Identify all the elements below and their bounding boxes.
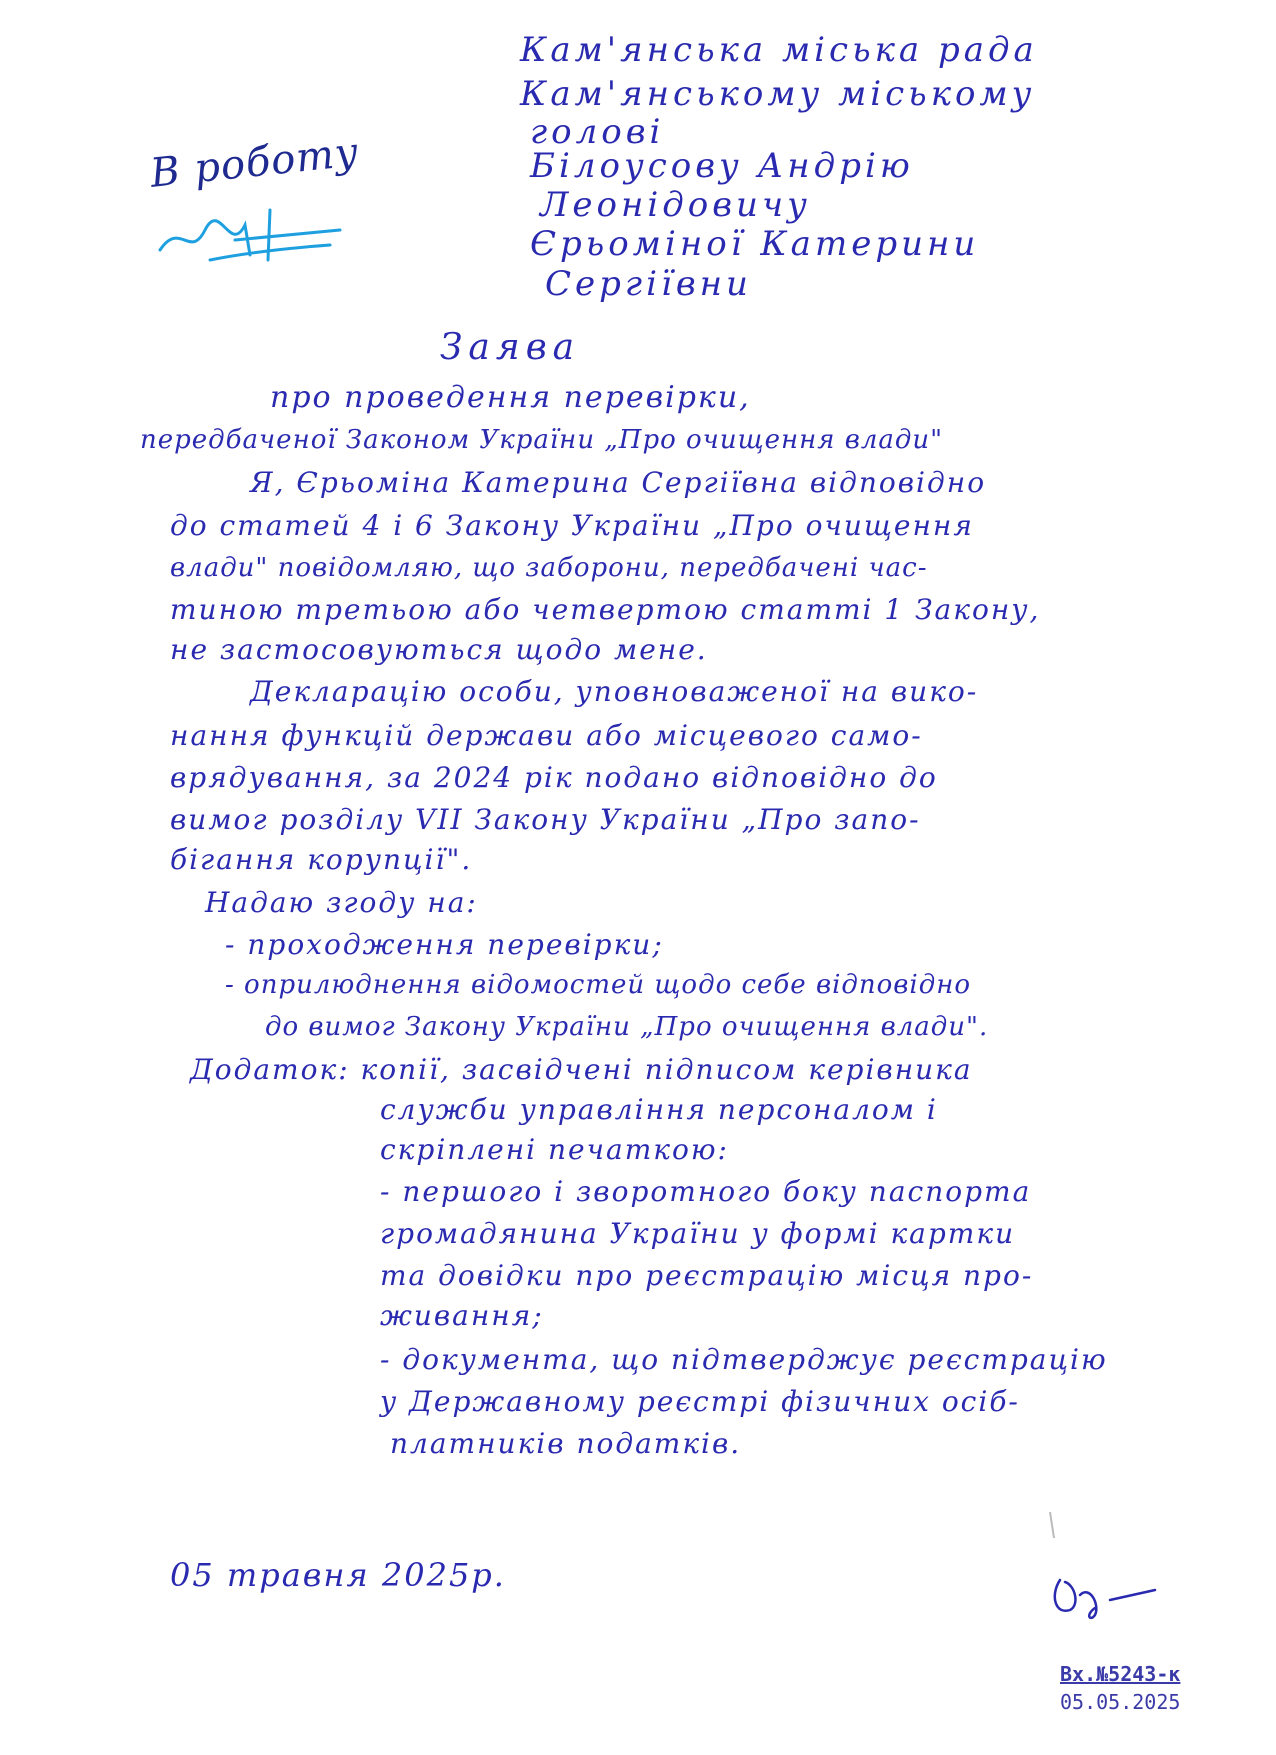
body-line-2: до статей 4 і 6 Закону України „Про очищення <box>170 509 974 542</box>
registration-date: 05.05.2025 <box>1060 1690 1181 1714</box>
attachment-line-8: - документа, що підтверджує реєстрацію <box>380 1343 1108 1376</box>
body-line-11: Надаю згоду на: <box>205 886 478 919</box>
addressee-line-3: голові <box>530 112 665 152</box>
addressee-line-1: Кам'янська міська рада <box>520 30 1038 70</box>
registration-stamp <box>1060 1660 1180 1716</box>
attachment-line-1: Додаток: копії, засвідчені підписом керівника <box>190 1053 973 1086</box>
addressee-line-2: Кам'янському міському <box>520 74 1036 114</box>
document-subtitle-1: про проведення перевірки, <box>270 380 751 415</box>
author-signature-icon <box>1040 1560 1170 1630</box>
body-line-7: нання функцій держави або місцевого само- <box>170 719 923 752</box>
body-line-12: - проходження перевірки; <box>225 928 664 961</box>
resolution-note: В роботу <box>148 129 362 197</box>
addressee-line-7: Сергіївни <box>545 264 752 304</box>
attachment-line-7: живання; <box>380 1299 544 1332</box>
body-line-10: бігання корупції". <box>170 843 473 876</box>
attachment-line-6: та довідки про реєстрацію місця про- <box>380 1259 1034 1292</box>
addressee-line-5: Леонідовичу <box>540 185 811 225</box>
attachment-line-9: у Державному реєстрі фізичних осіб- <box>380 1385 1020 1418</box>
body-line-1: Я, Єрьоміна Катерина Сергіївна відповідно <box>250 466 987 499</box>
document-date: 05 травня 2025р. <box>170 1556 506 1594</box>
body-line-3: влади" повідомляю, що заборони, передбачені час- <box>170 553 928 583</box>
attachment-line-2: служби управління персоналом і <box>380 1093 938 1126</box>
attachment-line-3: скріплені печаткою: <box>380 1133 729 1166</box>
document-subtitle-2: передбаченої Законом України „Про очищення влади" <box>140 425 944 455</box>
registration-number: Вх.№5243-к <box>1060 1662 1181 1686</box>
attachment-line-4: - першого і зворотного боку паспорта <box>380 1175 1032 1208</box>
body-line-4: тиною третьою або четвертою статті 1 Закону, <box>170 593 1041 626</box>
document-title: Заява <box>440 327 581 368</box>
ink-mark-icon <box>1046 1510 1058 1540</box>
body-line-6: Декларацію особи, уповноваженої на вико- <box>250 675 979 708</box>
addressee-line-4: Білоусову Андрію <box>530 146 914 186</box>
body-line-9: вимог розділу VII Закону України „Про запо- <box>170 803 921 836</box>
resolution-signature-icon <box>150 200 350 270</box>
body-line-14: до вимог Закону України „Про очищення влади". <box>265 1012 989 1042</box>
attachment-line-5: громадянина України у формі картки <box>380 1217 1016 1250</box>
addressee-line-6: Єрьоміної Катерини <box>530 224 980 264</box>
body-line-8: врядування, за 2024 рік подано відповідно до <box>170 761 938 794</box>
body-line-13: - оприлюднення відомостей щодо себе відповідно <box>225 970 971 1000</box>
attachment-line-10: платників податків. <box>390 1427 742 1460</box>
body-line-5: не застосовуються щодо мене. <box>170 633 708 666</box>
